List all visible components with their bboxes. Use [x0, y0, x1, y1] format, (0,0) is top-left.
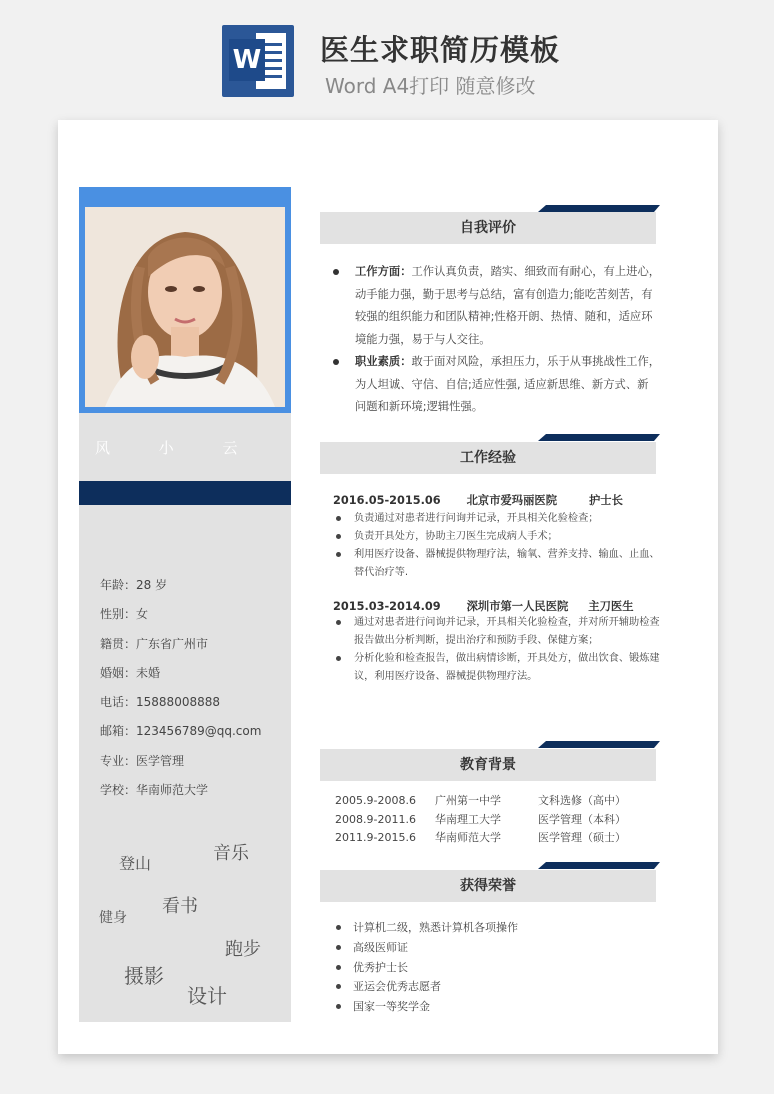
- job-role: 主刀医生: [588, 600, 634, 613]
- profile-photo: [85, 207, 285, 407]
- education-row: [335, 829, 626, 848]
- duty-text: 分析化验和检查报告，做出病情诊断，开具处方，做出饮食、锻炼建: [354, 653, 660, 664]
- info-label: 学校：: [100, 783, 137, 798]
- hobby-tag: 音乐: [213, 843, 249, 864]
- job-duties: [333, 614, 673, 686]
- honor-item: [333, 918, 518, 938]
- bullet-icon: [336, 656, 341, 661]
- banner-title: 医生求职简历模板: [320, 33, 561, 67]
- section-title-experience: 工作经验: [320, 442, 656, 474]
- hobby-tag: 摄影: [124, 964, 164, 988]
- bullet-icon: [333, 359, 339, 365]
- edu-period: 2008.9-2011.6: [335, 812, 416, 826]
- self-eval-text: 较强的组织能力和团队精神;性格开朗、热情、随和，适应环: [355, 310, 653, 323]
- section-accent: [538, 862, 660, 869]
- honor-item: [333, 977, 518, 997]
- education-row: [335, 792, 626, 811]
- hobby-tag: 登山: [119, 854, 152, 873]
- info-hometown: [100, 634, 261, 663]
- word-letter: W: [229, 39, 265, 81]
- edu-school: 广州第一中学: [435, 794, 501, 807]
- self-eval-list: [333, 261, 663, 419]
- info-label: 性别：: [100, 607, 137, 622]
- duty-text: 通过对患者进行问询并记录，开具相关化验检查，并对所开辅助检查: [354, 617, 660, 628]
- edu-major: 文科选修（高中）: [538, 794, 626, 807]
- honor-text: 优秀护士长: [353, 960, 408, 974]
- hobby-tag: 设计: [187, 984, 227, 1008]
- info-label: 电话：: [100, 695, 137, 710]
- info-value: 28 岁: [136, 578, 168, 592]
- hobby-tag: 健身: [99, 910, 127, 926]
- info-major: [100, 751, 261, 780]
- info-value: 123456789@qq.com: [136, 724, 262, 739]
- person-name: 风 小 云: [95, 439, 260, 457]
- education-list: [335, 792, 626, 848]
- job-duties: [333, 510, 673, 582]
- duty-text: 报告做出分析判断，提出治疗和预防手段、保健方案；: [354, 635, 599, 646]
- edu-period: 2011.9-2015.6: [335, 831, 416, 844]
- edu-school: 华南理工大学: [435, 812, 501, 826]
- hobby-tag: 看书: [162, 896, 198, 917]
- personal-info: [100, 575, 261, 809]
- self-eval-item: [333, 351, 663, 419]
- info-value: 广东省广州市: [136, 636, 209, 651]
- info-age: [100, 575, 261, 604]
- section-title-honors: 获得荣誉: [320, 870, 656, 902]
- self-eval-text: 敢于面对风险，承担压力，乐于从事挑战性工作，: [411, 355, 661, 368]
- duty-text: 议，利用医疗设备、器械提供物理疗法。: [354, 671, 538, 682]
- education-row: [335, 811, 626, 830]
- info-email: [100, 721, 261, 750]
- info-label: 婚姻：: [100, 665, 137, 680]
- duty-text: 利用医疗设备、器械提供物理疗法，输氧、营养支持、输血、止血、: [354, 549, 660, 560]
- duty-item: [333, 546, 673, 582]
- duty-text: 负责通过对患者进行问询并记录，开具相关化验检查；: [354, 513, 599, 524]
- job-period: 2016.05-2015.06: [333, 494, 441, 507]
- section-accent: [538, 741, 660, 748]
- job-org: 北京市爱玛丽医院: [466, 494, 557, 507]
- bullet-icon: [336, 620, 341, 625]
- bullet-icon: [336, 552, 341, 557]
- bullet-icon: [336, 984, 341, 989]
- bullet-icon: [336, 516, 341, 521]
- honor-text: 计算机二级，熟悉计算机各项操作: [353, 921, 518, 934]
- self-eval-text: 境能力强，易于与人交往。: [355, 332, 491, 346]
- self-eval-item: [333, 261, 663, 351]
- resume-page: [58, 120, 718, 1054]
- honor-item: [333, 938, 518, 958]
- section-title-self-eval: 自我评价: [320, 212, 656, 244]
- duty-item: [333, 528, 673, 546]
- edu-major: 医学管理（本科）: [538, 812, 626, 826]
- duty-text: 负责开具处方，协助主刀医生完成病人手术；: [354, 531, 558, 542]
- edu-period: 2005.9-2008.6: [335, 794, 416, 807]
- section-accent: [538, 205, 660, 212]
- bullet-icon: [336, 1004, 341, 1009]
- duty-item: [333, 650, 673, 686]
- job-header: [333, 492, 623, 508]
- job-org: 深圳市第一人民医院: [466, 600, 569, 613]
- job-header: [333, 598, 634, 614]
- honor-text: 高级医师证: [353, 940, 408, 954]
- bullet-icon: [336, 925, 341, 930]
- honor-text: 国家一等奖学金: [353, 1000, 430, 1014]
- info-gender: [100, 604, 261, 633]
- info-label: 年龄：: [100, 578, 137, 592]
- sidebar: [79, 187, 291, 1022]
- info-value: 女: [136, 607, 149, 622]
- bullet-icon: [336, 965, 341, 970]
- self-eval-text: 工作认真负责，踏实、细致而有耐心，有上进心，: [411, 265, 661, 278]
- bullet-icon: [336, 534, 341, 539]
- info-value: 医学管理: [136, 753, 185, 768]
- self-eval-text: 问题和新环境;逻辑性强。: [355, 400, 484, 413]
- honor-item: [333, 958, 518, 978]
- bullet-icon: [336, 945, 341, 950]
- word-icon: [222, 25, 294, 97]
- duty-text: 替代治疗等.: [354, 567, 409, 578]
- info-school: [100, 780, 261, 809]
- banner-subtitle: Word A4打印 随意修改: [325, 74, 536, 98]
- info-label: 专业：: [100, 753, 137, 768]
- section-accent: [538, 434, 660, 441]
- edu-major: 医学管理（硕士）: [538, 831, 626, 844]
- bullet-icon: [333, 269, 339, 275]
- info-value: 未婚: [136, 665, 161, 680]
- info-label: 邮箱：: [100, 724, 137, 739]
- info-phone: [100, 692, 261, 721]
- honors-list: [333, 918, 518, 1017]
- name-divider-bar: [79, 481, 291, 505]
- self-eval-term: 工作方面：: [355, 265, 412, 278]
- self-eval-text: 为人坦诚、守信、自信;适应性强, 适应新思维、新方式、新: [355, 377, 649, 391]
- info-label: 籍贯：: [100, 636, 137, 651]
- duty-item: [333, 614, 673, 650]
- photo-frame: [79, 187, 291, 413]
- banner: [0, 0, 774, 110]
- edu-school: 华南师范大学: [435, 831, 501, 844]
- section-title-education: 教育背景: [320, 749, 656, 781]
- job-role: 护士长: [589, 494, 623, 507]
- self-eval-term: 职业素质：: [355, 355, 412, 368]
- honor-item: [333, 997, 518, 1017]
- info-marital: [100, 663, 261, 692]
- honor-text: 亚运会优秀志愿者: [353, 980, 441, 994]
- job-period: 2015.03-2014.09: [333, 600, 441, 613]
- duty-item: [333, 510, 673, 528]
- info-value: 华南师范大学: [136, 783, 209, 798]
- hobby-tag: 跑步: [225, 939, 261, 960]
- self-eval-text: 动手能力强，勤于思考与总结，富有创造力;能吃苦刻苦，有: [355, 287, 653, 301]
- info-value: 15888008888: [136, 695, 220, 710]
